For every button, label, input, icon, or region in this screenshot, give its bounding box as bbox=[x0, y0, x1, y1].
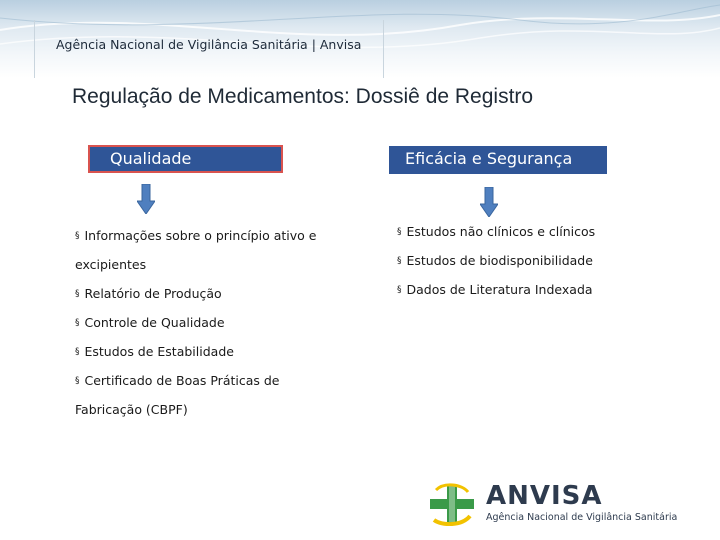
bullet-icon: § bbox=[75, 231, 80, 241]
bullet-icon: § bbox=[397, 285, 402, 295]
list-item: § Estudos não clínicos e clínicos bbox=[397, 224, 596, 239]
list-item: § Certificado de Boas Práticas de bbox=[75, 373, 280, 388]
heading-eficacia-seguranca bbox=[389, 146, 607, 174]
list-item: § Estudos de Estabilidade bbox=[75, 344, 234, 359]
header-title: Agência Nacional de Vigilância Sanitária | Anvisa bbox=[56, 37, 362, 52]
heading-qualidade bbox=[88, 145, 283, 173]
heading-qualidade-label: Qualidade bbox=[110, 149, 192, 168]
list-item: § Dados de Literatura Indexada bbox=[397, 282, 593, 297]
slide-title: Regulação de Medicamentos: Dossiê de Registro bbox=[72, 85, 534, 108]
bullet-icon: § bbox=[75, 347, 80, 357]
anvisa-logo bbox=[428, 478, 708, 528]
list-qualidade bbox=[75, 221, 365, 424]
bullet-icon: § bbox=[397, 256, 402, 266]
heading-eficacia-label: Eficácia e Segurança bbox=[405, 149, 573, 168]
list-item: § Controle de Qualidade bbox=[75, 315, 225, 330]
logo-wordmark: ANVISA bbox=[486, 481, 603, 511]
bullet-icon: § bbox=[397, 227, 402, 237]
bullet-icon: § bbox=[75, 289, 80, 299]
list-item-continuation: Fabricação (CBPF) bbox=[75, 402, 188, 417]
down-arrow-icon bbox=[480, 187, 498, 217]
list-item: § Informações sobre o princípio ativo e bbox=[75, 228, 317, 243]
down-arrow-icon bbox=[137, 184, 155, 214]
bullet-icon: § bbox=[75, 376, 80, 386]
anvisa-cross-icon bbox=[428, 482, 476, 526]
bullet-icon: § bbox=[75, 318, 80, 328]
list-item: § Relatório de Produção bbox=[75, 286, 222, 301]
logo-subtitle: Agência Nacional de Vigilância Sanitária bbox=[486, 512, 678, 523]
list-eficacia-seguranca bbox=[397, 217, 707, 304]
list-item-continuation: excipientes bbox=[75, 257, 147, 272]
list-item: § Estudos de biodisponibilidade bbox=[397, 253, 593, 268]
